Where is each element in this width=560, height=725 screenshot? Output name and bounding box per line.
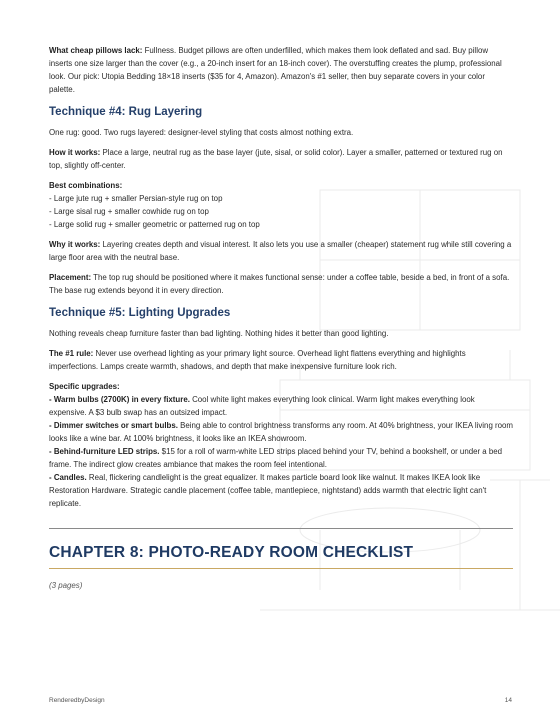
page-number: 14 bbox=[504, 697, 512, 704]
list-item: - Dimmer switches or smart bulbs. Being able to control brightness transforms any room. At 40% brightness, your IKEA living room looks like a wine bar. At 100% brightness, it looks like an IKEA showroom. bbox=[49, 421, 513, 443]
pillows-lead: What cheap pillows lack: bbox=[49, 46, 143, 55]
list-item: - Large jute rug + smaller Persian-style rug on top bbox=[49, 194, 223, 203]
technique4-how bbox=[49, 146, 513, 172]
technique4-why bbox=[49, 238, 513, 264]
placement-text: The top rug should be positioned where it makes functional sense: under a coffee table, beside a bed, in front of a sofa. The base rug extends beyond it in every direction. bbox=[49, 273, 510, 295]
list-item: - Warm bulbs (2700K) in every fixture. Cool white light makes everything look clinical. Warm light makes everything look expensive. A $3 bulb swap has an outsized impact. bbox=[49, 395, 475, 417]
footer-brand: RenderedbyDesign bbox=[49, 697, 105, 704]
technique5-heading: Technique #5: Lighting Upgrades bbox=[49, 307, 231, 319]
technique5-rule bbox=[49, 347, 513, 373]
rule-lead: The #1 rule: bbox=[49, 349, 94, 358]
combos-list bbox=[49, 179, 513, 231]
upgrades-list bbox=[49, 380, 513, 510]
page-content bbox=[49, 44, 513, 592]
list-item: - Large sisal rug + smaller cowhide rug on top bbox=[49, 207, 209, 216]
pillows-text: Fullness. Budget pillows are often underfilled, which makes them look deflated and sad. Buy pillow inserts one size larger than the cover (e.g., a 20-inch insert for an 18-inch cover). The overstuffing creates the plump, professional look. Our pick: Utopia Bedding 18×18 inserts ($35 for 4, Amazon). Amazon's #1 seller, then buy separate covers in your color palette. bbox=[49, 46, 502, 94]
chapter-title: CHAPTER 8: PHOTO-READY ROOM CHECKLIST bbox=[49, 544, 414, 561]
rule-text: Never use overhead lighting as your primary light source. Overhead light flattens everything and highlights imperfections. Lamps create warmth, shadows, and depth that make inexpensive furniture look rich. bbox=[49, 349, 466, 371]
chapter-pages-note: (3 pages) bbox=[49, 581, 83, 590]
pillows-paragraph bbox=[49, 44, 513, 96]
placement-lead: Placement: bbox=[49, 273, 92, 282]
technique4-placement bbox=[49, 271, 513, 297]
chapter-rule bbox=[49, 568, 513, 569]
section-divider bbox=[49, 528, 513, 529]
why-text: Layering creates depth and visual interest. It also lets you use a smaller (cheaper) statement rug while still covering a large floor area with the neutral base. bbox=[49, 240, 512, 262]
how-lead: How it works: bbox=[49, 148, 101, 157]
how-text: Place a large, neutral rug as the base layer (jute, sisal, or solid color). Layer a smaller, patterned or textured rug on top, slightly off-center. bbox=[49, 148, 503, 170]
list-item: - Large solid rug + smaller geometric or patterned rug on top bbox=[49, 220, 260, 229]
list-item: - Candles. Real, flickering candlelight is the great equalizer. It makes particle board look like walnut. It makes IKEA look like Restoration Hardware. Strategic candle placement (coffee table, mantlepiece, nightstand) adds warmth that electric light can't replicate. bbox=[49, 473, 487, 508]
technique4-intro: One rug: good. Two rugs layered: designer-level styling that costs almost nothing extra. bbox=[49, 128, 354, 137]
upgrades-label: Specific upgrades: bbox=[49, 382, 120, 391]
combos-label: Best combinations: bbox=[49, 181, 123, 190]
page-footer bbox=[49, 697, 512, 704]
technique5-intro: Nothing reveals cheap furniture faster than bad lighting. Nothing hides it better than good lighting. bbox=[49, 329, 389, 338]
why-lead: Why it works: bbox=[49, 240, 101, 249]
list-item: - Behind-furniture LED strips. $15 for a roll of warm-white LED strips placed behind your TV, behind a bookshelf, or under a bed frame. The indirect glow creates ambiance that makes the room feel intentional. bbox=[49, 447, 503, 469]
technique4-heading: Technique #4: Rug Layering bbox=[49, 106, 203, 118]
